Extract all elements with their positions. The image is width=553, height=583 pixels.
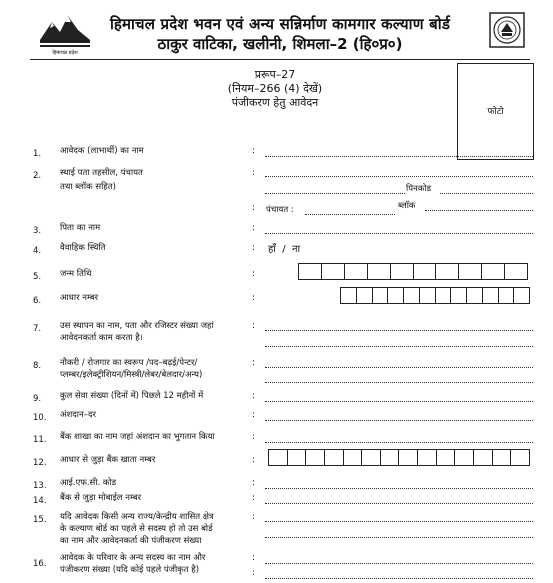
other-board-field-2[interactable] — [265, 537, 533, 538]
field-number: 1. — [33, 149, 42, 159]
block-label: ब्लॉक — [398, 201, 416, 211]
family-member-field-2[interactable] — [265, 578, 533, 579]
field-number: 7. — [33, 324, 42, 334]
colon: : — [252, 293, 256, 303]
field-number: 13. — [33, 481, 47, 491]
field-number: 2. — [33, 171, 42, 181]
field-number: 14. — [33, 496, 47, 506]
form-rule: (नियम–266 (4) देखें) — [227, 82, 323, 95]
job-type-field-2[interactable] — [265, 382, 533, 383]
job-type-field[interactable] — [265, 367, 533, 368]
dob-boxes[interactable] — [298, 263, 528, 280]
family-member-field[interactable] — [265, 563, 533, 564]
establishment-label: उस स्थापन का नाम, पता और रजिस्टर संख्या जहां — [60, 321, 214, 331]
contribution-rate-field[interactable] — [265, 420, 533, 421]
address-label: स्थाई पता तहसील, पंचायत — [60, 168, 143, 178]
contribution-rate-label: अंशदान–दर — [60, 410, 96, 420]
field-number: 8. — [33, 361, 42, 371]
mobile-label: बैंक से जुड़ा मोबाईल नम्बर — [60, 493, 142, 503]
board-name: हिमाचल प्रदेश भवन एवं अन्य सन्निर्माण कामगार कल्याण बोर्ड — [109, 15, 451, 33]
other-board-field[interactable] — [265, 521, 533, 522]
colon: : — [252, 478, 256, 488]
aadhaar-boxes[interactable] — [340, 287, 530, 304]
field-number: 3. — [33, 226, 42, 236]
block-field[interactable] — [425, 210, 533, 211]
bank-branch-field[interactable] — [265, 442, 533, 443]
family-member-label: आवेदक के परिवार के अन्य सदस्य का नाम और — [60, 553, 206, 563]
job-type-label: नौकरी / रोजगार का स्वरूप /पद–बढ़ई/पेन्टर/ — [60, 358, 198, 368]
header-divider — [30, 59, 530, 60]
field-number: 16. — [33, 559, 47, 569]
bank-account-boxes[interactable] — [268, 449, 530, 466]
family-member-label-2: पंजीकरण संख्या (यदि कोई पहले पंजीकृत है) — [60, 565, 200, 575]
bank-branch-label: बैंक शाखा का नाम जहां अंशदान का भुगतान किया — [60, 432, 215, 442]
pincode-label: पिनकोड — [406, 184, 432, 194]
photo-box[interactable] — [457, 63, 534, 160]
mobile-field[interactable] — [265, 503, 533, 504]
father-name-field[interactable] — [265, 233, 533, 234]
colon: : — [252, 358, 256, 368]
colon: : — [252, 391, 256, 401]
colon: : — [252, 553, 256, 563]
service-days-field[interactable] — [265, 401, 533, 402]
field-number: 12. — [33, 458, 47, 468]
marital-status-label: वैवाहिक स्थिति — [60, 243, 106, 253]
colon: : — [252, 432, 256, 442]
address-label-2: तथा ब्लॉक सहित) — [60, 182, 116, 192]
colon: : — [252, 493, 256, 503]
colon: : — [252, 455, 256, 465]
father-name-label: पिता का नाम — [60, 223, 101, 233]
establishment-field-2[interactable] — [265, 346, 533, 347]
ifsc-label: आई.एफ.सी. कोड — [60, 478, 117, 488]
field-number: 4. — [33, 246, 42, 256]
board-logo-icon — [38, 10, 92, 56]
panchayat-label: पंचायत : — [266, 205, 294, 215]
bank-account-label: आधार से जुड़ा बैंक खाता नम्बर — [60, 455, 156, 465]
applicant-name-label: आवेदक (लाभार्थी) का नाम — [60, 146, 144, 156]
form-code: प्ररूप–27 — [254, 68, 296, 81]
field-number: 10. — [33, 413, 47, 423]
dob-label: जन्म तिथि — [60, 269, 92, 279]
colon: : — [252, 243, 256, 253]
colon: : — [252, 321, 256, 331]
field-number: 11. — [33, 435, 47, 445]
establishment-field[interactable] — [265, 330, 533, 331]
colon: : — [252, 410, 256, 420]
board-address: ठाकुर वाटिका, खलीनी, शिमला–2 (हि०प्र०) — [157, 35, 403, 53]
board-seal-icon — [489, 12, 525, 48]
colon: : — [252, 269, 256, 279]
field-number: 6. — [33, 296, 42, 306]
other-board-label: यदि आवेदक किसी अन्य राज्य/केन्द्रीय शासित क्षेत्र — [60, 512, 214, 522]
marital-status-options[interactable]: हाँ / ना — [268, 244, 301, 255]
field-number: 15. — [33, 515, 47, 525]
other-board-label-3: का नाम और आवेदनकर्ता की पंजीकरण संख्या — [60, 536, 202, 546]
colon: : — [252, 203, 256, 213]
service-days-label: कुल सेवा संख्या (दिनों में) पिछले 12 महीनों में — [60, 391, 204, 401]
colon: : — [252, 223, 256, 233]
panchayat-field[interactable] — [305, 214, 395, 215]
colon: : — [252, 568, 256, 578]
colon: : — [252, 168, 256, 178]
applicant-name-field[interactable] — [265, 156, 533, 157]
form-title: पंजीकरण हेतु आवेदन — [231, 96, 319, 109]
colon: : — [252, 512, 256, 522]
colon: : — [252, 146, 256, 156]
logo-text: हिमाचल प्रदेश — [52, 50, 78, 56]
photo-label: फोटो — [487, 107, 504, 117]
address-field-2[interactable] — [265, 193, 405, 194]
other-board-label-2: के कल्याण बोर्ड का पहले से सदस्य हो तो उस बोर्ड — [60, 524, 213, 534]
aadhaar-label: आधार नम्बर — [60, 293, 99, 303]
pincode-field[interactable] — [440, 193, 533, 194]
address-field[interactable] — [265, 176, 533, 177]
job-type-label-2: प्लम्बर/इलेक्ट्रीशियन/मिस्त्री/लेबर/बेलदार/अन्य) — [60, 370, 203, 380]
field-number: 9. — [33, 394, 42, 404]
ifsc-field[interactable] — [265, 488, 533, 489]
establishment-label-2: आवेदनकर्ता काम करता है। — [60, 333, 143, 343]
field-number: 5. — [33, 272, 42, 282]
